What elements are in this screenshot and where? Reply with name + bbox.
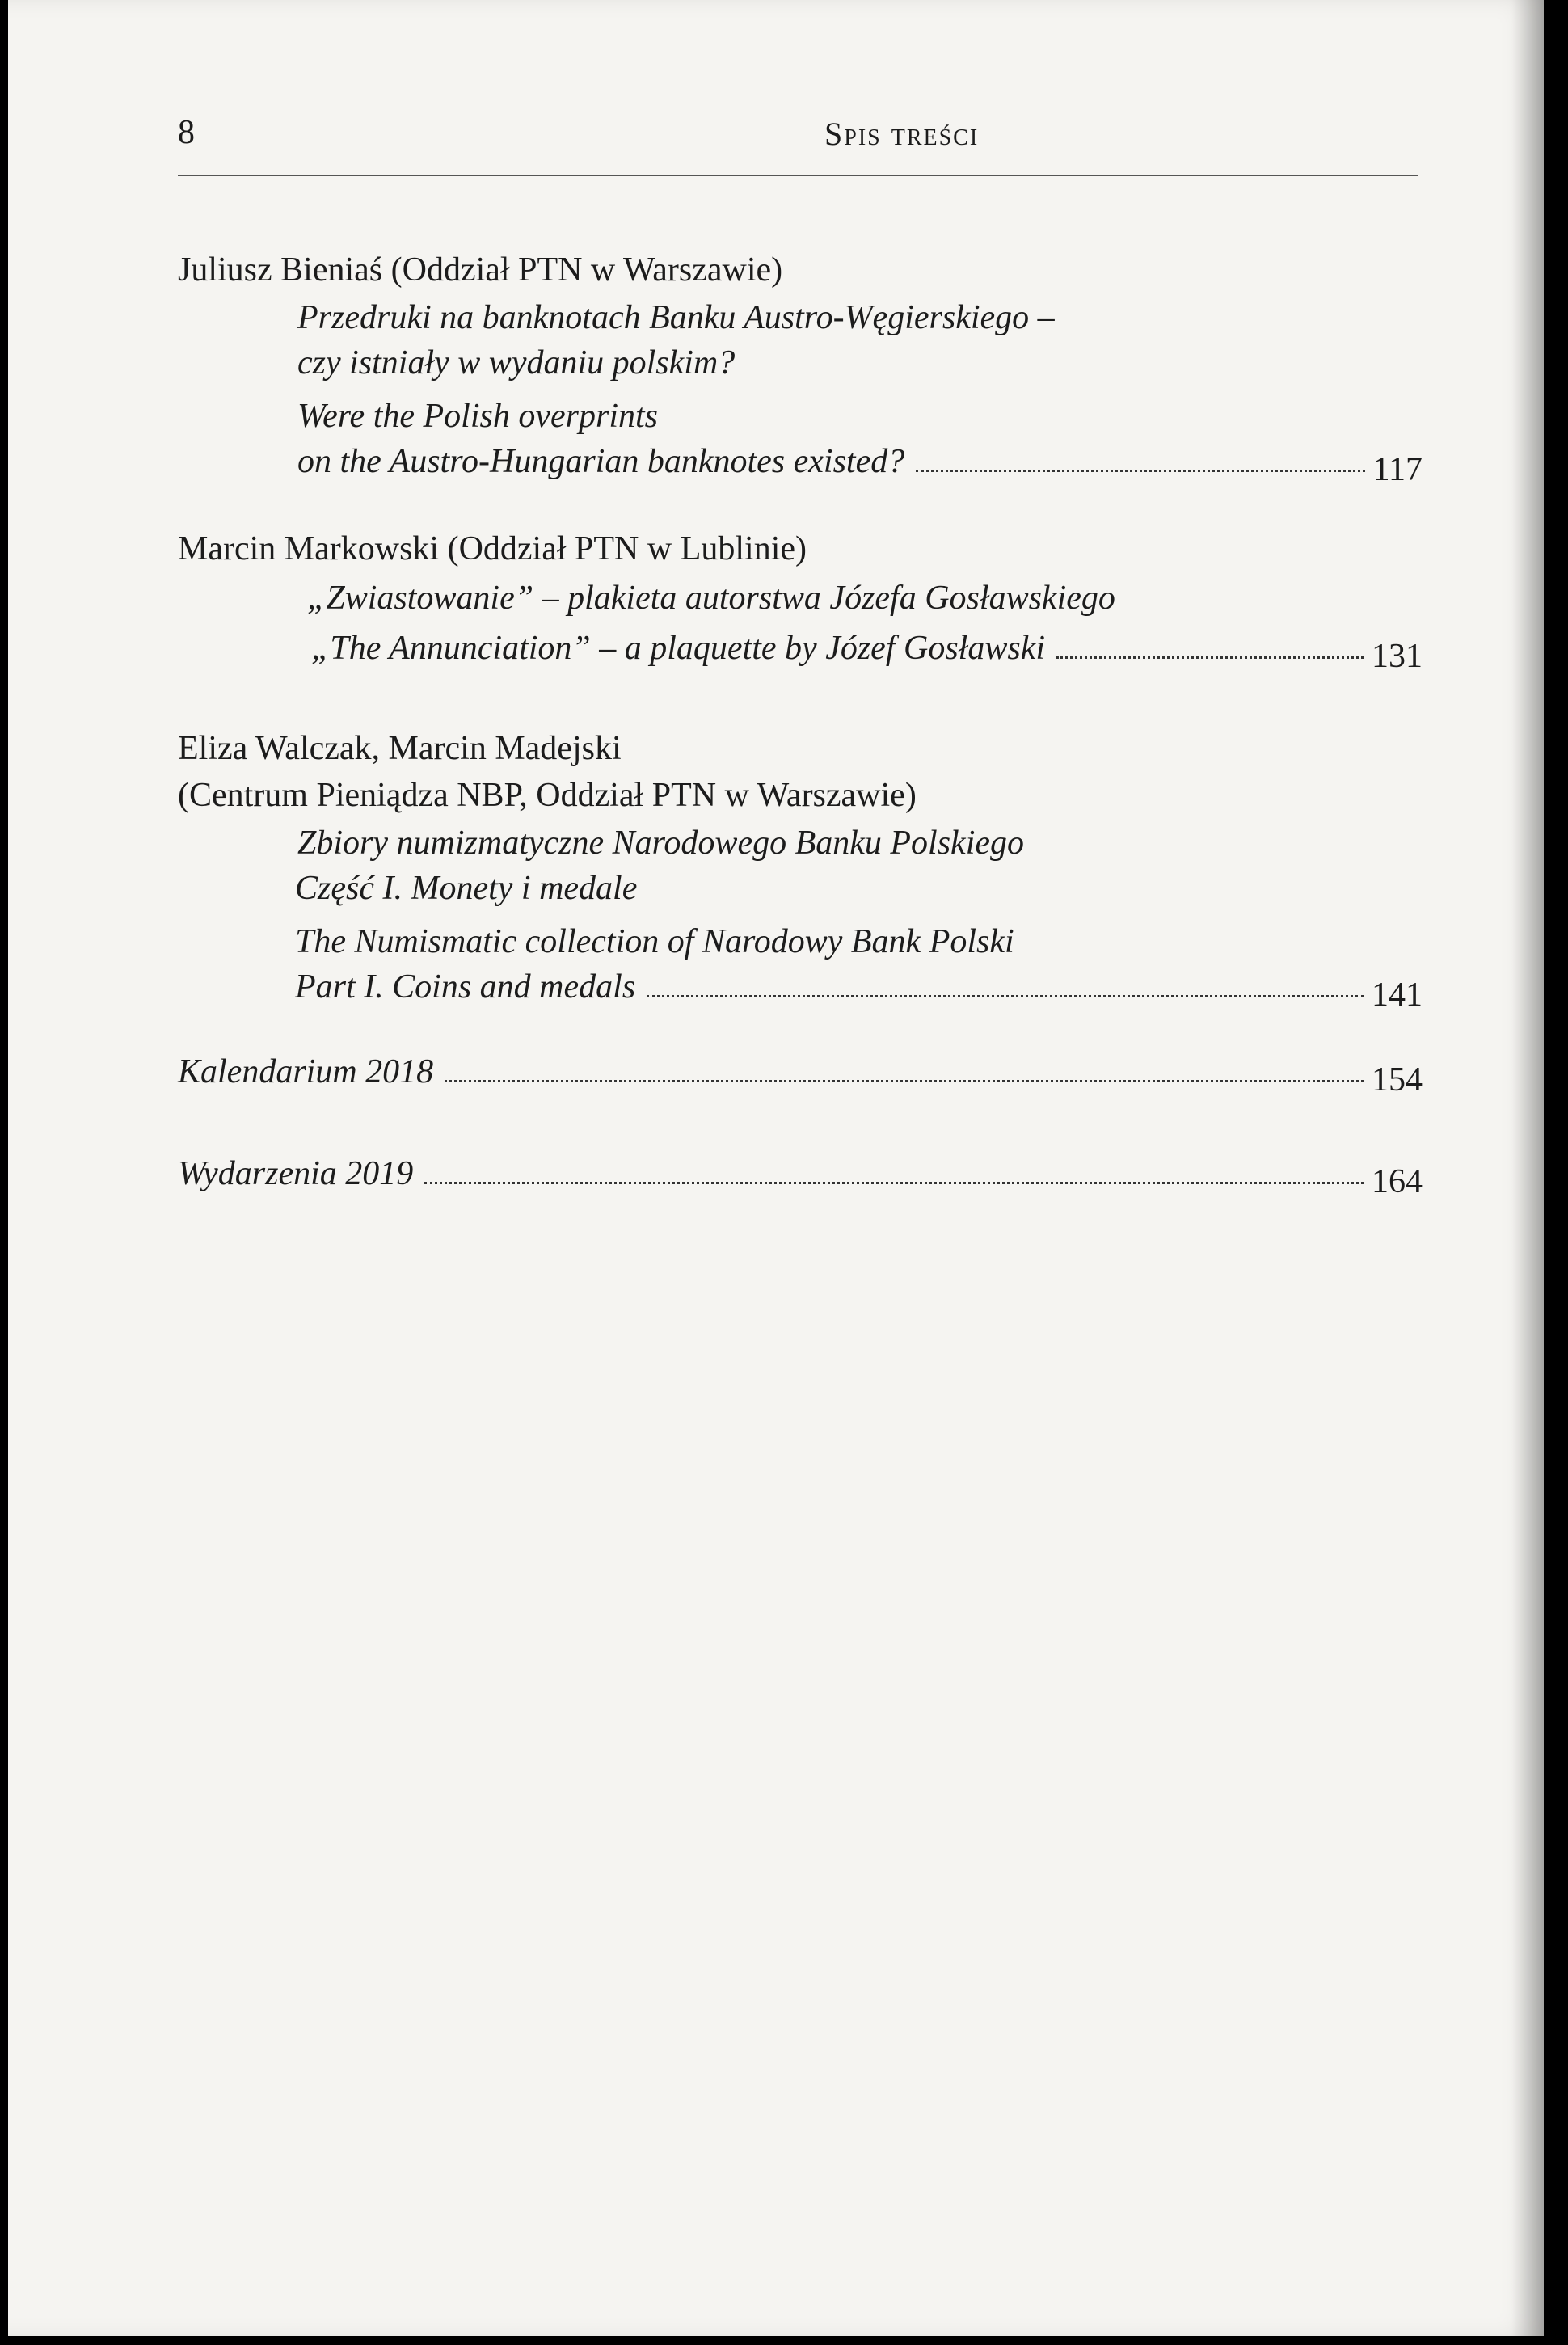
toc-entry — [178, 247, 1423, 488]
entry-title-pl-cont: Część I. Monety i medale — [295, 870, 638, 907]
entry-page-number: 141 — [1372, 976, 1423, 1014]
entry-page-number: 154 — [1372, 1061, 1423, 1099]
toc-entry — [178, 525, 1423, 675]
dot-leader — [424, 1181, 1364, 1184]
entry-title: Kalendarium 2018 — [178, 1053, 434, 1090]
entry-author-affiliation: (Centrum Pieniądza NBP, Oddział PTN w Warszawie) — [178, 777, 917, 814]
entry-title-pl: „Zwiastowanie” – plakieta autorstwa Józefa Gosławskiego — [307, 580, 1115, 617]
dot-leader — [1056, 656, 1364, 659]
toc-entry — [178, 1049, 1423, 1099]
entry-page-number: 164 — [1372, 1163, 1423, 1200]
toc-leader-line[interactable] — [178, 626, 1423, 675]
dot-leader — [647, 994, 1364, 997]
entry-title: Wydarzenia 2019 — [178, 1155, 414, 1192]
running-head: Spis treści — [824, 116, 980, 152]
entry-title-en-cont: on the Austro-Hungarian banknotes existed? — [297, 443, 905, 480]
toc-leader-line[interactable] — [178, 1049, 1423, 1099]
entry-author: Marcin Markowski (Oddział PTN w Lublinie) — [178, 530, 807, 567]
toc-entry — [178, 1151, 1423, 1200]
entry-author: Eliza Walczak, Marcin Madejski — [178, 730, 622, 767]
toc-leader-line[interactable] — [178, 439, 1423, 488]
dot-leader — [916, 469, 1364, 472]
page-edge-shadow — [1511, 0, 1544, 2336]
entry-title-en: The Numismatic collection of Narodowy Bank Polski — [295, 923, 1014, 960]
page-number: 8 — [178, 114, 195, 151]
document-page — [8, 0, 1544, 2336]
entry-title-pl: Zbiory numizmatyczne Narodowego Banku Polskiego — [297, 825, 1025, 862]
entry-page-number: 117 — [1372, 451, 1423, 488]
toc-leader-line[interactable] — [178, 1151, 1423, 1200]
entry-title-pl: Przedruki na banknotach Banku Austro-Węgierskiego – — [297, 299, 1055, 336]
entry-title-en: Were the Polish overprints — [297, 398, 659, 435]
entry-title-en-cont: Part I. Coins and medals — [295, 968, 636, 1006]
page-header — [178, 113, 1418, 176]
toc-entry — [178, 725, 1423, 1014]
entry-title-en: „The Annunciation” – a plaquette by Józef Gosławski — [311, 630, 1046, 667]
toc-leader-line[interactable] — [178, 964, 1423, 1014]
entry-author: Juliusz Bieniaś (Oddział PTN w Warszawie) — [178, 251, 783, 289]
entry-title-pl-cont: czy istniały w wydaniu polskim? — [297, 344, 736, 382]
entry-page-number: 131 — [1372, 638, 1423, 675]
dot-leader — [445, 1079, 1364, 1082]
